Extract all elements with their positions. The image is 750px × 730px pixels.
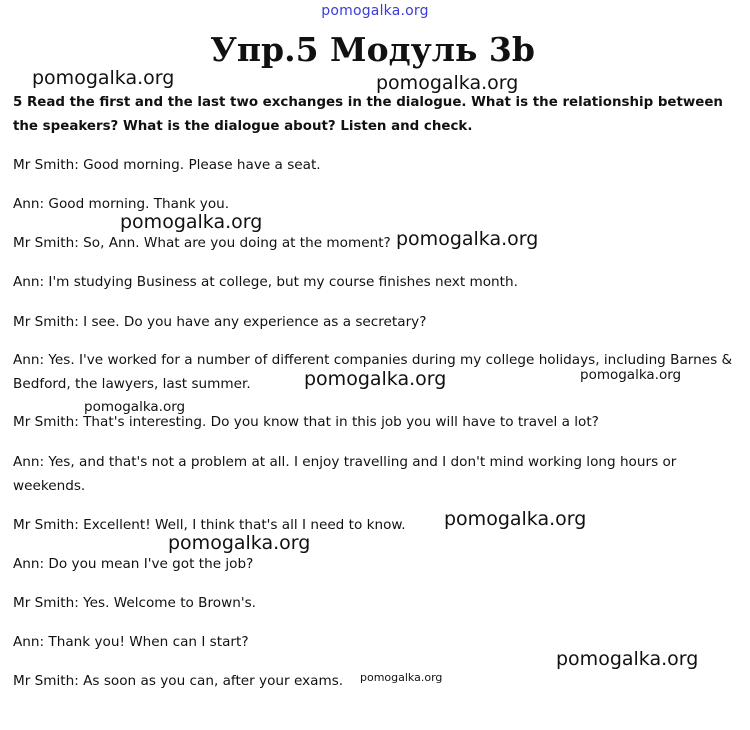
- dialogue-line: Mr Smith: That's interesting. Do you know that in this job you will have to travel a lot?: [13, 414, 599, 430]
- watermark: pomogalka.org: [84, 399, 186, 415]
- dialogue-line: Mr Smith: Excellent! Well, I think that's all I need to know.: [13, 517, 406, 533]
- watermark: pomogalka.org: [168, 532, 311, 554]
- dialogue-line: Mr Smith: As soon as you can, after your exams.: [13, 673, 344, 689]
- dialogue-line: Ann: Yes. I've worked for a number of different companies during my college holidays, including Barnes & Bedford, the lawyers, last summer.: [13, 352, 733, 392]
- watermark: pomogalka.org: [120, 211, 263, 233]
- watermark: pomogalka.org: [444, 508, 587, 530]
- dialogue-line: Mr Smith: I see. Do you have any experience as a secretary?: [13, 314, 427, 330]
- dialogue-line: Ann: Good morning. Thank you.: [13, 196, 230, 212]
- watermark: pomogalka.org: [32, 67, 175, 89]
- dialogue-line: Ann: Yes, and that's not a problem at all. I enjoy travelling and I don't mind working long hours or weekends.: [13, 454, 677, 494]
- site-header[interactable]: pomogalka.org: [321, 3, 429, 19]
- dialogue-line: Mr Smith: Good morning. Please have a seat.: [13, 157, 321, 173]
- watermark: pomogalka.org: [580, 367, 682, 383]
- dialogue-line: Ann: Thank you! When can I start?: [13, 634, 249, 650]
- watermark: pomogalka.org: [360, 671, 443, 684]
- dialogue-line: Ann: I'm studying Business at college, but my course finishes next month.: [13, 274, 518, 290]
- dialogue-line: Mr Smith: So, Ann. What are you doing at the moment?: [13, 235, 391, 251]
- page-title: Упр.5 Модуль 3b: [210, 30, 535, 69]
- task-instructions: 5 Read the first and the last two exchanges in the dialogue. What is the relationship between the speakers? What is the dialogue about? Listen and check.: [13, 95, 723, 134]
- watermark: pomogalka.org: [304, 368, 447, 390]
- dialogue-line: Ann: Do you mean I've got the job?: [13, 556, 254, 572]
- watermark: pomogalka.org: [556, 648, 699, 670]
- watermark: pomogalka.org: [396, 228, 539, 250]
- dialogue-line: Mr Smith: Yes. Welcome to Brown's.: [13, 595, 256, 611]
- watermark: pomogalka.org: [376, 72, 519, 94]
